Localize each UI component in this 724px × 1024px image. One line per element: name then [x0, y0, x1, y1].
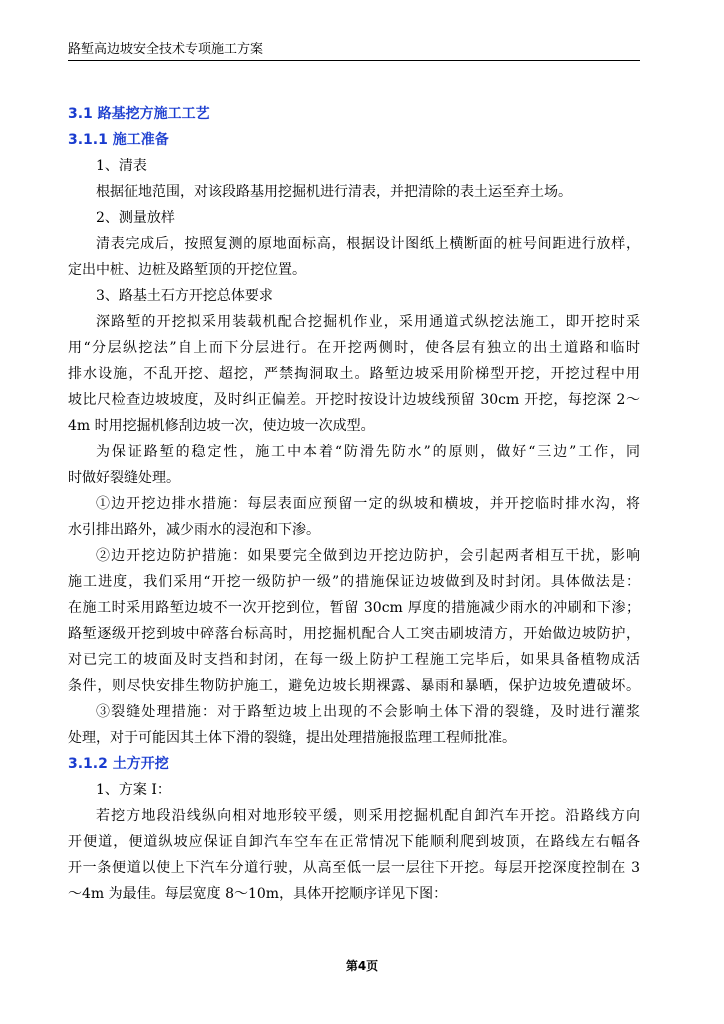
- paragraph-line: 2、测量放样: [96, 210, 175, 226]
- paragraph-line: 排水设施，不乱开挖、超挖，严禁掏洞取土。路堑边坡采用阶梯型开挖，开挖过程中用: [68, 366, 640, 382]
- paragraph-line: ～4m 为最佳。每层宽度 8～10m，具体开挖顺序详见下图：: [68, 886, 448, 902]
- paragraph-line: 水引排出路外，减少雨水的浸泡和下渗。: [68, 522, 320, 538]
- paragraph-line: 条件，则尽快安排生物防护施工，避免边坡长期裸露、暴雨和暴晒，保护边坡免遭破坏。: [68, 678, 640, 694]
- paragraph-line: ①边开挖边排水措施：每层表面应预留一定的纵坡和横坡，并开挖临时排水沟，将: [96, 496, 640, 512]
- paragraph-line: 处理，对于可能因其土体下滑的裂缝，提出处理措施报监理工程师批准。: [68, 730, 516, 746]
- header-title: 路堑高边坡安全技术专项施工方案: [68, 42, 264, 57]
- paragraph-line: 1、方案 I：: [96, 782, 171, 798]
- paragraph-line: ②边开挖边防护措施：如果要完全做到边开挖边防护，会引起两者相互干扰，影响: [96, 548, 640, 564]
- paragraph-line: 在施工时采用路堑边坡不一次开挖到位，暂留 30cm 厚度的措施减少雨水的冲刷和下渗；: [68, 600, 640, 616]
- paragraph-line: 3、路基土石方开挖总体要求: [96, 288, 273, 304]
- paragraph-line: 深路堑的开挖拟采用装载机配合挖掘机作业，采用通道式纵挖法施工，即开挖时采: [96, 314, 640, 330]
- paragraph-line: 为保证路堑的稳定性，施工中本着“防滑先防水”的原则，做好“三边”工作，同: [96, 444, 640, 460]
- paragraph-line: 施工进度，我们采用“开挖一级防护一级”的措施保证边坡做到及时封闭。具体做法是：: [68, 574, 640, 590]
- paragraph-line: 时做好裂缝处理。: [68, 470, 180, 486]
- document-body: [68, 101, 640, 907]
- section-heading: 3.1.1 施工准备: [68, 132, 169, 148]
- paragraph-line: ③裂缝处理措施：对于路堑边坡上出现的不会影响土体下滑的裂缝，及时进行灌浆: [96, 704, 640, 720]
- paragraph-line: 坡比尺检查边坡坡度，及时纠正偏差。开挖时按设计边坡线预留 30cm 开挖，每挖深 2～: [68, 392, 640, 408]
- paragraph-line: 4m 时用挖掘机修刮边坡一次，使边坡一次成型。: [68, 418, 375, 434]
- paragraph-line: 对已完工的坡面及时支挡和封闭，在每一级上防护工程施工完毕后，如果具备植物成活: [68, 652, 640, 668]
- paragraph-line: 若挖方地段沿线纵向相对地形较平缓，则采用挖掘机配自卸汽车开挖。沿路线方向: [96, 808, 640, 824]
- section-heading: 3.1 路基挖方施工工艺: [68, 106, 210, 122]
- section-heading: 3.1.2 土方开挖: [68, 756, 169, 772]
- page-header: [68, 40, 640, 61]
- paragraph-line: 用“分层纵挖法”自上而下分层进行。在开挖两侧时，使各层有独立的出土道路和临时: [68, 340, 640, 356]
- paragraph-line: 开便道，便道纵坡应保证自卸汽车空车在正常情况下能顺利爬到坡顶，在路线左右幅各: [68, 834, 640, 850]
- paragraph-line: 路堑逐级开挖到坡中碎落台标高时，用挖掘机配合人工突击刷坡清方，开始做边坡防护，: [68, 626, 640, 642]
- paragraph-line: 定出中桩、边桩及路堑顶的开挖位置。: [68, 262, 306, 278]
- page-number: 第4页: [345, 959, 379, 973]
- paragraph-line: 清表完成后，按照复测的原地面标高，根据设计图纸上横断面的桩号间距进行放样，: [96, 236, 640, 252]
- paragraph-line: 开一条便道以使上下汽车分道行驶，从高至低一层一层往下开挖。每层开挖深度控制在 3: [68, 860, 640, 876]
- paragraph-line: 1、清表: [96, 158, 147, 174]
- paragraph-line: 根据征地范围，对该段路基用挖掘机进行清表，并把清除的表土运至弃土场。: [96, 184, 572, 200]
